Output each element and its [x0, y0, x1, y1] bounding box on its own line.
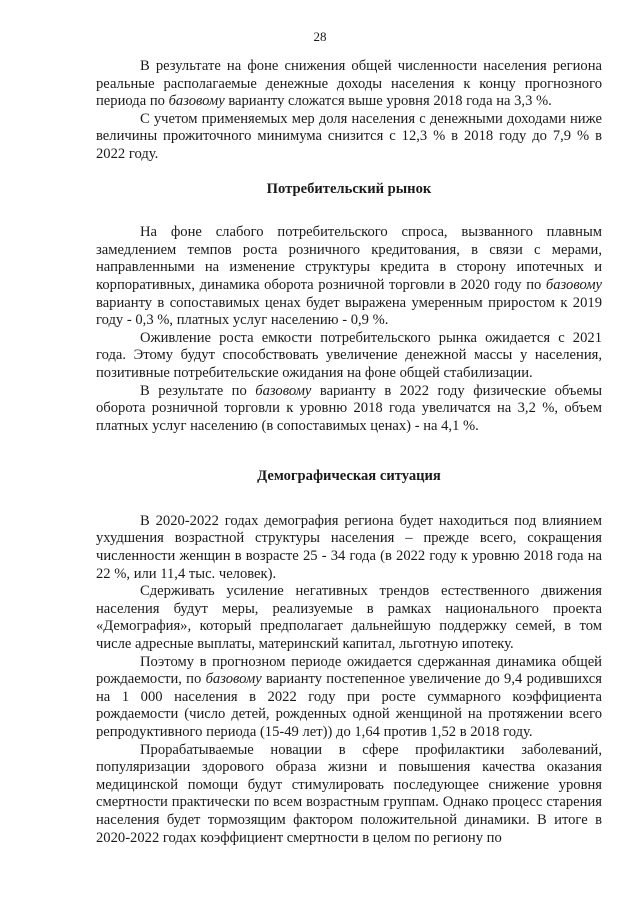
- page-number: 28: [313, 29, 327, 44]
- paragraph-consumer-1: [96, 224, 602, 330]
- emphasis-text: базовому: [255, 382, 312, 399]
- paragraph-text: Оживление роста емкости потребительского рынка ожидается с 2021 года. Этому будут способствовать увеличение денежной массы у населения, позитивные потребительские ожидания на фоне общей стабилизации.: [96, 329, 602, 381]
- paragraph-demography-3: [96, 654, 602, 742]
- paragraph-text: На фоне слабого потребительского спроса, вызванного плавным замедлением темпов роста розничного кредитования, в связи с мерами, направленными на изменение структуры кредита в сторону ипотечных и корпоративных, динамика оборота розничной торговли в 2020 году по: [96, 224, 602, 293]
- section-heading-consumer-market: Потребительский рынок: [266, 180, 432, 197]
- paragraph-text: варианту в 2022 году физические объемы оборота розничной торговли к уровню 2018 года увеличатся на 3,2 %, объем платных услуг населению (в сопоставимых ценах) - на 4,1 %.: [96, 382, 602, 434]
- paragraph-text: С учетом применяемых мер доля населения с денежными доходами ниже величины прожиточного минимума снизится с 12,3 % в 2018 году до 7,9 % в 2022 году.: [96, 110, 602, 162]
- paragraph-text: В результате на фоне снижения общей численности населения региона реальные располагаемые денежные доходы населения к концу прогнозного периода по: [96, 58, 602, 110]
- paragraph-demography-1: [96, 513, 602, 583]
- emphasis-text: базовому: [205, 671, 262, 688]
- emphasis-text: базовому: [168, 93, 225, 110]
- paragraph-text: варианту сложатся выше уровня 2018 года на 3,3 %.: [224, 93, 552, 110]
- paragraph-poverty: [96, 111, 602, 164]
- section-heading-demography: Демографическая ситуация: [257, 468, 441, 485]
- paragraph-text: варианту в сопоставимых ценах будет выражена умеренным приростом к 2019 году - 0,3 %, платных услуг населению - 0,9 %.: [96, 294, 602, 329]
- paragraph-text: В 2020-2022 годах демография региона будет находиться под влиянием ухудшения возрастной структуры населения – прежде всего, сокращения численности женщин в возрасте 25 - 34 года (в 2022 году к уровню 2018 года на 22 %, или 11,4 тыс. человек).: [96, 512, 602, 582]
- emphasis-text: базовому: [545, 276, 602, 293]
- paragraph-income: [96, 58, 602, 111]
- document-body: [96, 58, 602, 847]
- paragraph-text: Сдерживать усиление негативных трендов естественного движения населения будут меры, реализуемые в рамках национального проекта «Демография», который предполагает дальнейшую поддержку семей, в том числе адресные выплаты, материнский капитал, льготную ипотеку.: [96, 583, 602, 653]
- paragraph-consumer-3: [96, 383, 602, 436]
- paragraph-text: варианту постепенное увеличение до 9,4 родившихся на 1 000 населения в 2022 году при росте суммарного коэффициента рождаемости (число детей, рожденных одной женщиной на протяжении всего репродуктивного периода (15-49 лет)) до 1,64 против 1,52 в 2018 году.: [96, 671, 602, 740]
- paragraph-demography-2: [96, 583, 602, 653]
- paragraph-text: Поэтому в прогнозном периоде ожидается сдержанная динамика общей рождаемости, по: [96, 653, 602, 688]
- paragraph-text: Прорабатываемые новации в сфере профилактики заболеваний, популяризации здорового образа жизни и повышения качества оказания медицинской помощи будут стимулировать последующее снижение уровня смертности практически по всем возрастным группам. Однако процесс старения населения будет тормозящим фактором положительной динамики. В итоге в 2020-2022 годах коэффициент смертности в целом по региону по: [96, 741, 602, 846]
- paragraph-consumer-2: [96, 330, 602, 383]
- paragraph-text: В результате по: [140, 382, 256, 399]
- paragraph-demography-4: [96, 742, 602, 848]
